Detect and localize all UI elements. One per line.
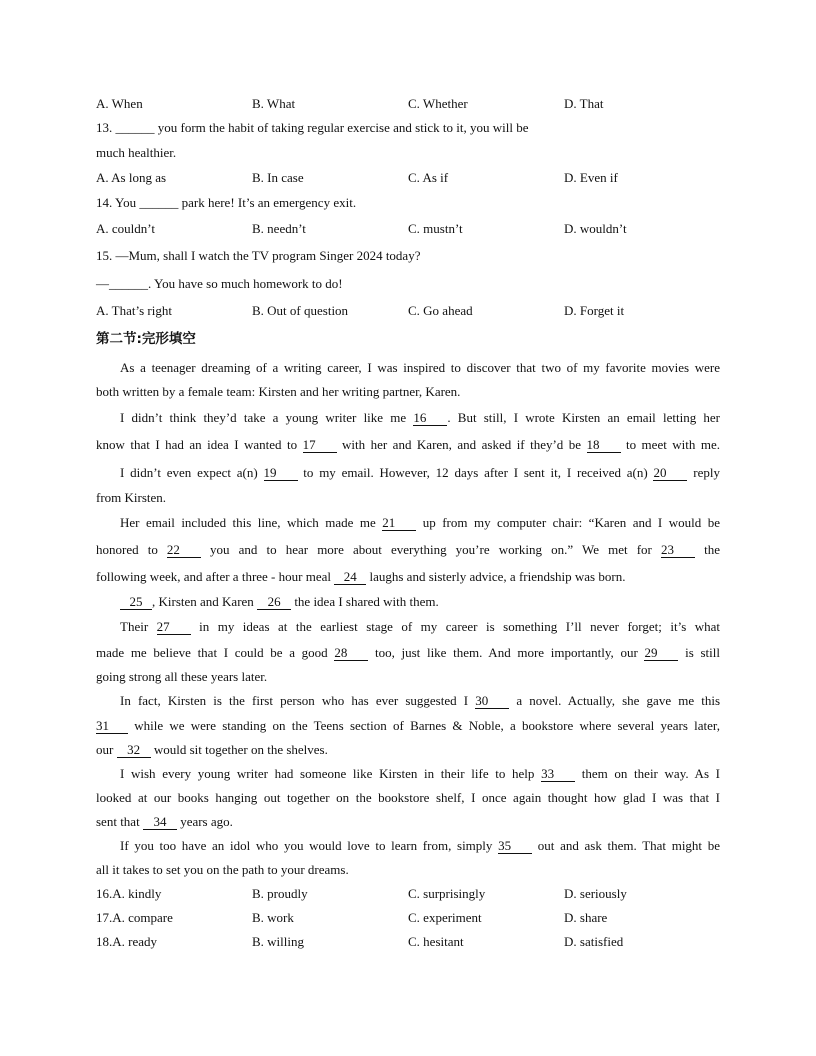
passage-line: sent that 34 years ago. [96, 814, 233, 829]
option-b: B. needn’t [252, 221, 306, 236]
option-d: D. satisfied [564, 934, 624, 949]
option-c: C. Go ahead [408, 303, 473, 318]
passage-line: In fact, Kirsten is the first person who has ever suggested I 30 a novel. Actually, she gave me this [120, 693, 721, 708]
passage-line: made me believe that I could be a good 28 too, just like them. And more importantly, our 29 is still [96, 645, 720, 660]
passage-line: Their 27 in my ideas at the earliest stage of my career is something I’ll never forget; it’s what [120, 619, 721, 634]
q15-stem-cont: —______. You have so much homework to do! [96, 276, 343, 291]
blank-26: 26 [257, 595, 291, 610]
option-a: A. As long as [96, 170, 167, 185]
option-d: D. share [564, 910, 608, 925]
option-d: D. wouldn’t [564, 221, 627, 236]
blank-19: 19 [264, 466, 298, 481]
blank-31: 31 [96, 719, 128, 734]
option-b: B. work [252, 910, 294, 925]
option-a: 17.A. compare [96, 910, 173, 925]
passage-line: all it takes to set you on the path to your dreams. [96, 862, 349, 877]
blank-16: 16 [413, 411, 447, 426]
option-c: C. surprisingly [408, 886, 486, 901]
q13-stem-cont: much healthier. [96, 145, 177, 160]
option-b: B. What [252, 96, 296, 111]
blank-20: 20 [653, 466, 687, 481]
passage-line: As a teenager dreaming of a writing career, I was inspired to discover that two of my favorite movies were [120, 360, 720, 375]
option-c: C. Whether [408, 96, 468, 111]
blank-29: 29 [644, 646, 678, 661]
option-c: C. As if [408, 170, 449, 185]
option-b: B. Out of question [252, 303, 349, 318]
blank-27: 27 [157, 620, 191, 635]
passage-line: 25 , Kirsten and Karen 26 the idea I shared with them. [120, 594, 439, 610]
option-b: B. proudly [252, 886, 308, 901]
option-a: 18.A. ready [96, 934, 158, 949]
blank-32: 32 [117, 743, 151, 758]
option-b: B. In case [252, 170, 304, 185]
option-d: D. Forget it [564, 303, 625, 318]
passage-line: following week, and after a three - hour meal 24 laughs and sisterly advice, a friendship was born. [96, 569, 626, 584]
option-a: 16.A. kindly [96, 886, 162, 901]
passage-line: know that I had an idea I wanted to 17 with her and Karen, and asked if they’d be 18 to meet with me. [96, 437, 720, 452]
passage-line: our 32 would sit together on the shelves. [96, 742, 328, 757]
passage-line: 31 while we were standing on the Teens section of Barnes & Noble, a bookstore where several years later, [96, 718, 720, 733]
blank-18: 18 [587, 438, 621, 453]
blank-28: 28 [334, 646, 368, 661]
option-a: A. That’s right [96, 303, 172, 318]
option-d: D. That [564, 96, 604, 111]
q15-stem: 15. —Mum, shall I watch the TV program Singer 2024 today? [96, 248, 421, 263]
passage-line: from Kirsten. [96, 490, 167, 505]
option-c: C. hesitant [408, 934, 464, 949]
passage-line: both written by a female team: Kirsten and her writing partner, Karen. [96, 384, 461, 399]
option-b: B. willing [252, 934, 305, 949]
blank-25: 25 [120, 595, 152, 610]
option-c: C. experiment [408, 910, 482, 925]
blank-33: 33 [541, 767, 575, 782]
passage-line: honored to 22 you and to hear more about everything you’re working on.” We met for 23 the [96, 542, 720, 557]
q14-stem: 14. You ______ park here! It’s an emergency exit. [96, 195, 357, 210]
passage-line: I didn’t even expect a(n) 19 to my email. However, 12 days after I sent it, I received a(n) 20 reply [120, 465, 720, 480]
blank-30: 30 [475, 694, 509, 709]
passage-line: looked at our books hanging out together on the bookstore shelf, I once again thought how glad I was that I [96, 790, 720, 805]
q13-stem: 13. ______ you form the habit of taking regular exercise and stick to it, you will be [96, 120, 529, 135]
passage-line: I didn’t think they’d take a young writer like me 16 . But still, I wrote Kirsten an email letting her [120, 410, 720, 425]
option-d: D. seriously [564, 886, 627, 901]
blank-24: 24 [334, 570, 366, 585]
passage-line: Her email included this line, which made me 21 up from my computer chair: “Karen and I would be [120, 515, 720, 530]
blank-22: 22 [167, 543, 201, 558]
blank-17: 17 [303, 438, 337, 453]
option-a: A. When [96, 96, 143, 111]
passage-line: If you too have an idol who you would love to learn from, simply 35 out and ask them. That might be [120, 838, 720, 853]
option-a: A. couldn’t [96, 221, 155, 236]
blank-21: 21 [382, 516, 416, 531]
blank-23: 23 [661, 543, 695, 558]
blank-34: 34 [143, 815, 177, 830]
passage-line: going strong all these years later. [96, 669, 268, 684]
option-d: D. Even if [564, 170, 618, 185]
blank-35: 35 [498, 839, 532, 854]
passage-line: I wish every young writer had someone like Kirsten in their life to help 33 them on their way. As I [120, 766, 720, 781]
option-c: C. mustn’t [408, 221, 463, 236]
section-title: 第二节:完形填空 [96, 331, 196, 347]
